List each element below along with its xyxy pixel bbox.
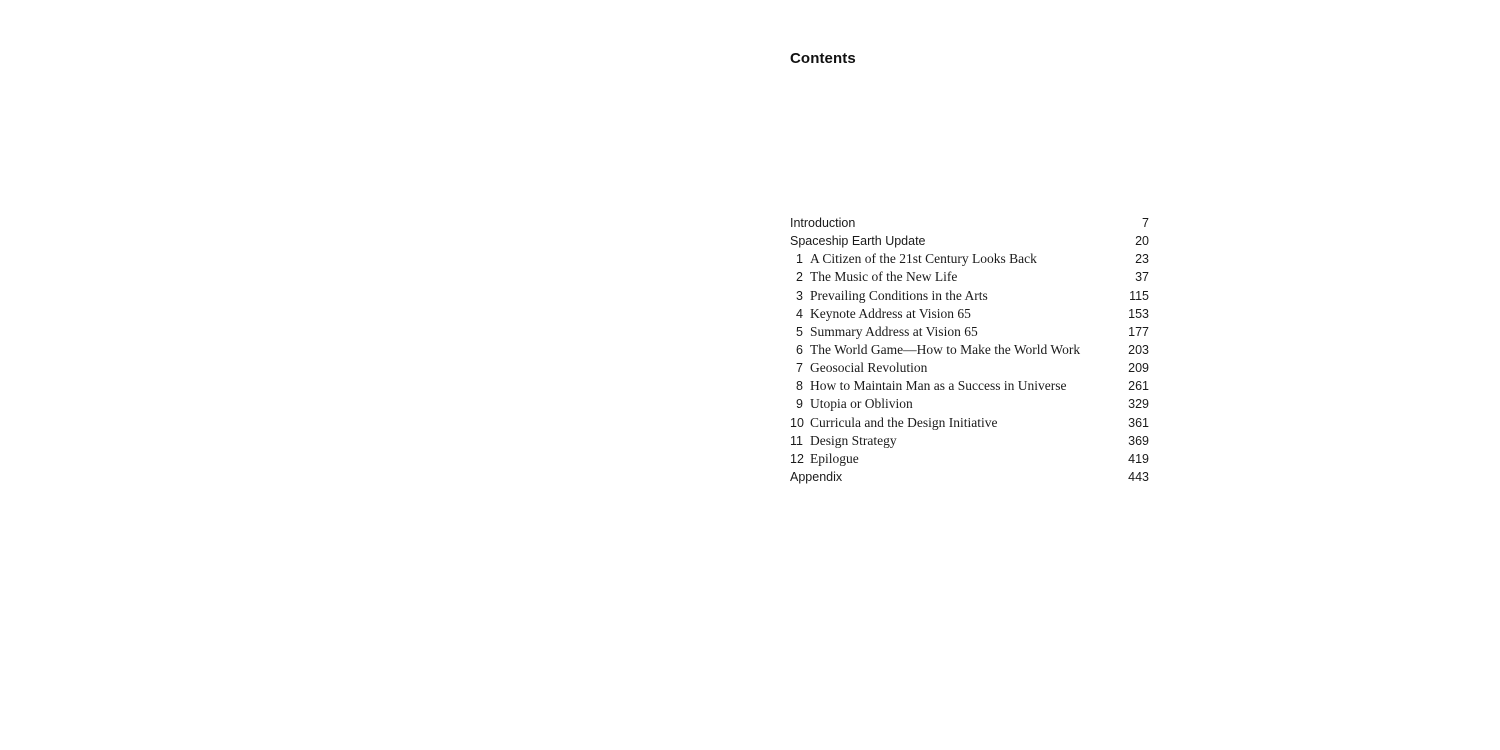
toc-entry-title: Design Strategy [810,432,897,448]
toc-page-number: 209 [1128,361,1149,376]
toc-entry-title: The Music of the New Life [810,269,958,285]
toc-chapter-number: 11 [790,433,803,448]
toc-page-number: 203 [1128,342,1149,357]
toc-entry-title: Summary Address at Vision 65 [810,323,978,339]
toc-entry-title: Geosocial Revolution [810,360,928,376]
toc-page-number: 361 [1128,415,1149,430]
toc-entry-title: Utopia or Oblivion [810,396,913,412]
toc-entry [790,450,1150,468]
toc-chapter-number: 12 [790,451,804,466]
toc-page-number: 443 [1128,469,1149,484]
toc-page-number: 419 [1128,451,1149,466]
toc-entry [790,323,1150,341]
toc-page-number: 23 [1135,252,1149,267]
toc-entry [790,377,1150,395]
toc-entry-title: The World Game—How to Make the World Work [810,341,1081,357]
toc-entry [790,268,1150,286]
toc-entry [790,214,1150,232]
toc-entry [790,305,1150,323]
toc-page-number: 329 [1128,397,1149,412]
toc-page-number: 261 [1128,379,1149,394]
toc-entry [790,250,1150,268]
toc-chapter-number: 3 [796,288,803,303]
toc-page-number: 20 [1135,234,1149,249]
toc-chapter-number: 6 [796,342,803,357]
table-of-contents [790,214,1150,486]
toc-entry [790,432,1150,450]
toc-chapter-number: 1 [796,252,803,267]
toc-page-number: 37 [1135,270,1149,285]
toc-page-number: 115 [1129,288,1149,303]
toc-entry-title: A Citizen of the 21st Century Looks Back [810,251,1037,267]
toc-entry-title: How to Maintain Man as a Success in Universe [810,378,1067,394]
toc-page-number: 153 [1128,306,1149,321]
toc-chapter-number: 8 [796,379,803,394]
toc-entry-title: Appendix [790,469,843,484]
toc-entry-title: Curricula and the Design Initiative [810,414,998,430]
toc-page-number: 369 [1128,433,1149,448]
toc-page-number: 177 [1128,324,1149,339]
right-page [750,0,1500,750]
toc-page-number: 7 [1142,216,1149,230]
toc-entry [790,232,1150,250]
toc-chapter-number: 2 [796,270,803,285]
toc-chapter-number: 4 [796,306,803,321]
toc-entry-title: Introduction [790,216,856,230]
toc-entry-title: Keynote Address at Vision 65 [810,305,971,321]
toc-entry [790,468,1150,486]
toc-entry-title: Prevailing Conditions in the Arts [810,287,988,303]
toc-entry [790,414,1150,432]
toc-entry [790,341,1150,359]
toc-entry [790,395,1150,413]
toc-entry [790,287,1150,305]
toc-chapter-number: 10 [790,415,804,430]
page-title: Contents [790,50,856,67]
toc-entry-title: Epilogue [810,450,859,466]
toc-entry [790,359,1150,377]
toc-entry-title: Spaceship Earth Update [790,234,926,249]
toc-chapter-number: 5 [796,324,803,339]
toc-chapter-number: 9 [796,397,803,412]
toc-chapter-number: 7 [796,361,803,376]
